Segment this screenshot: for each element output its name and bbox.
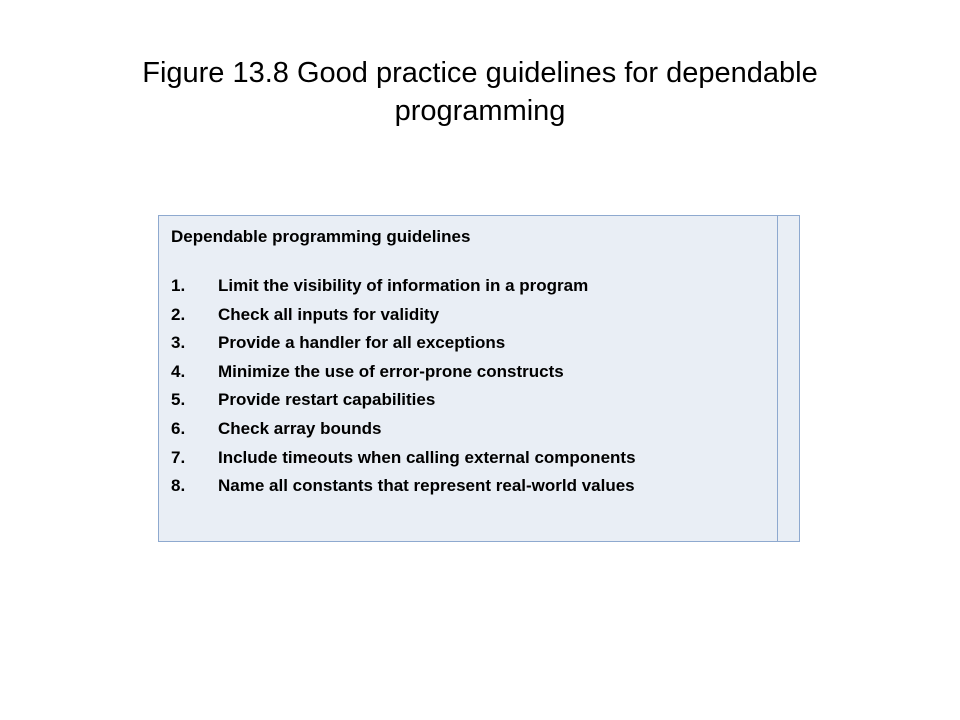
list-item-text: Include timeouts when calling external components	[218, 447, 636, 467]
list-item-number: 5.	[171, 390, 186, 410]
list-item	[171, 358, 765, 387]
guidelines-cell	[159, 216, 778, 541]
list-item	[171, 472, 765, 501]
page-title: Figure 13.8 Good practice guidelines for dependable programming	[142, 57, 818, 127]
list-item-text: Name all constants that represent real-world values	[218, 476, 635, 496]
guidelines-heading: Dependable programming guidelines	[171, 227, 471, 246]
list-item-text: Provide restart capabilities	[218, 390, 436, 410]
list-item	[171, 415, 765, 444]
list-item-number: 2.	[171, 304, 186, 324]
list-item-number: 8.	[171, 476, 186, 496]
list-item	[171, 272, 765, 301]
list-item-number: 7.	[171, 447, 186, 467]
empty-side-cell	[778, 216, 799, 541]
list-item-number: 1.	[171, 276, 186, 295]
list-item-text: Check array bounds	[218, 418, 382, 438]
list-item	[171, 301, 765, 330]
list-item	[171, 386, 765, 415]
list-item-number: 4.	[171, 361, 186, 381]
guidelines-table	[158, 215, 800, 542]
list-item-number: 6.	[171, 418, 186, 438]
guidelines-list	[171, 272, 765, 501]
list-item-text: Provide a handler for all exceptions	[218, 333, 506, 353]
list-item-number: 3.	[171, 333, 186, 353]
list-item-text: Check all inputs for validity	[218, 304, 440, 324]
list-item	[171, 444, 765, 473]
list-item	[171, 329, 765, 358]
list-item-text: Minimize the use of error-prone constructs	[218, 361, 564, 381]
list-item-text: Limit the visibility of information in a program	[218, 276, 589, 295]
